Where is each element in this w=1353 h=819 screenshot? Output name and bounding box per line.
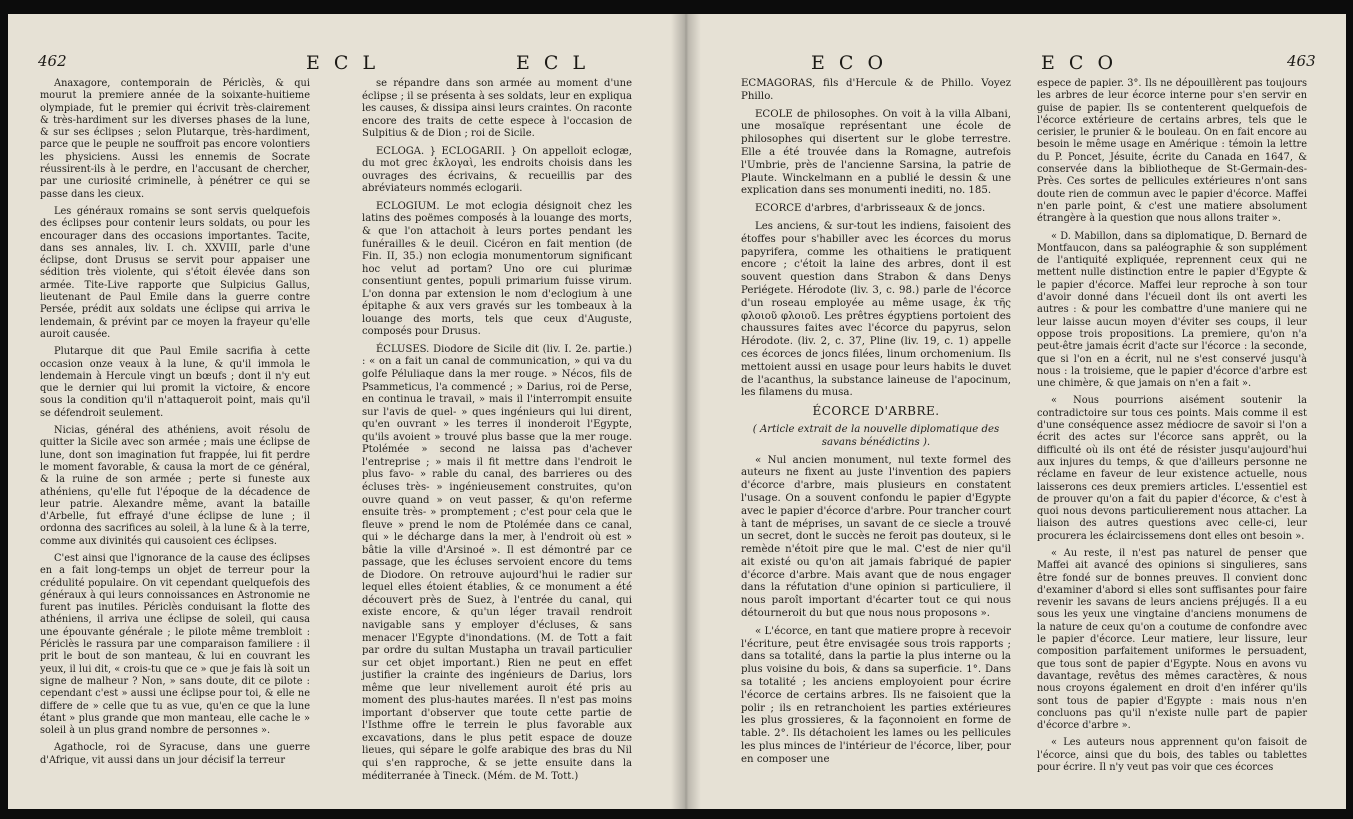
entry-ecloga: ECLOGA. } ECLOGARII. } On appelloit eclogæ, du mot grec ἐκλογαὶ, les endroits choisis dans les ouvrages des écrivains, & recueillis par des abréviateurs nommés eclogarii.	[362, 145, 632, 195]
entry-ecmagoras: ECMAGORAS, fils d'Hercule & de Phillo. Voyez Phillo.	[741, 78, 1011, 102]
entry-ecluses: ÉCLUSES. Diodore de Sicile dit (liv. I. 2e. partie.) : « on a fait un canal de communication, » qui va du golfe Péluliaque dans la mer rouge. » Nécos, fils de Psammeticus, l'a commencé ; » Darius, roi de Perse, en continua le travail, » mais il l'interrompit ensuite sur l'avis de quel- » ques ingénieurs qui lui dirent, qu'en ouvrant » les terres il inonderoit l'Egypte, qu'ils avoient » trouvé plus basse que la mer rouge. Ptolémée » second ne laissa pas d'achever l'entreprise ; » mais il fit mettre dans l'endroit le plus favo- » rable du canal, des barrieres ou des écluses très- » ingénieusement construites, qu'on ouvre quand » on veut passer, & qu'on referme ensuite très- » promptement ; c'est pour cela que le fleuve » prend le nom de Ptolémée dans ce canal, qui » le décharge dans la mer, à l'endroit où est » bâtie la ville d'Arsinoé ». Il est démontré par ce passage, que les écluses servoient encore du tems de Diodore. On retrouve aujourd'hui le radier sur lequel elles étoient établies, & ce monument a été découvert près de Suez, à l'entrée du canal, qui existe encore, & qu'un léger travail rendroit navigable sans y employer d'écluses, & sans menacer l'Egypte d'inondations. (M. de Tott a fait par ordre du sultan Mustapha un travail particulier sur cet objet important.) Rien ne peut en effet justifier la crainte des ingénieurs de Darius, lors même que leur nivellement auroit été pris au moment des plus-hautes marées. Il n'est pas moins important d'observer que toute cette partie de l'Isthme offre le terrein le plus favorable aux excavations, dans le plus petit espace de douze lieues, qui sépare le golfe arabique des bras du Nil qui s'en rapproche, & se jette ensuite dans la méditerranée à Tineck. (Mém. de M. Tott.)	[362, 343, 632, 782]
entry-ecole: ECOLE de philosophes. On voit à la villa Albani, une mosaïque représentant une école de philosophes qui disertent sur le globe terrestre. Elle a été trouvée dans la Romagne, autrefois l'Umbrie, près de l'ancienne Sarsina, la patrie de Plaute. Winckelmann en a publié le dessin & une explication dans ses monumenti inediti, no. 185.	[741, 108, 1011, 197]
paragraph: C'est ainsi que l'ignorance de la cause des éclipses en a fait long-temps un objet de terreur pour la crédulité populaire. On vit cependant quelquefois des généraux à qui leurs connoissances en Astronomie ne furent pas inutiles. Périclès conduisant la flotte des athéniens, il arriva une éclipse de soleil, qui causa une épouvante générale ; le pilote même trembloit : Périclès le rassura par une comparaison familiere : il prit le bout de son manteau, & lui en couvrant les yeux, il lui dit, « crois-tu que ce » que je fais là soit un signe de malheur ? Non, » sans doute, dit ce pilote : cependant c'est » aussi une éclipse pour toi, & elle ne differe de » celle que tu as vue, qu'en ce que la lune étant » plus grande que mon manteau, elle cache le » soleil à un plus grand nombre de personnes ».	[40, 552, 310, 737]
paragraph: Les généraux romains se sont servis quelquefois des éclipses pour contenir leurs soldats, ou pour les encourager dans des occasions importantes. Tacite, dans ses annales, liv. I. ch. XXVIII, parle d'une éclipse, dont Drusus se servit pour appaiser une sédition très violente, qui s'étoit élevée dans son armée. Tite-Live rapporte que Sulpicius Gallus, lieutenant de Paul Emile dans la guerre contre Persée, prédit aux soldats une éclipse qui arriva le lendemain, & prévint par ce moyen la frayeur qu'elle auroit causée.	[40, 205, 310, 340]
paragraph: Les anciens, & sur-tout les indiens, faisoient des étoffes pour s'habiller avec les écorces du morus papyrifera, comme les othaitiens le pratiquent encore ; c'étoit la laine des arbres, dont il est souvent question dans Strabon & dans Denys Periégete. Hérodote (liv. 3, c. 98.) parle de l'écorce d'un roseau employée au même usage, ἐκ τῆς φλοιοῦ φλοιοῦ. Les prêtres égyptiens portoient des chaussures faites avec l'écorce du papyrus, selon Hérodote. (liv. 2, c. 37, Pline (liv. 19, c. 1) appelle ces écorces de joncs filées, linum orchomenium. Ils mettoient aussi en usage pour leurs habits le duvet de l'acanthus, la substance laineuse de l'apocinum, les filamens du musa.	[741, 220, 1011, 399]
paragraph: « D. Mabillon, dans sa diplomatique, D. Bernard de Montfaucon, dans sa paléographie & son supplément de l'antiquité expliquée, reprennent ceux qui ne mettent nulle distinction entre le papier d'Egypte & le papier d'écorce. Maffei leur reproche à son tour d'avoir donné dans l'écueil dont ils ont averti les autres : & pour les combattre d'une maniere qui ne leur laisse aucun moyen d'éviter ses coups, il leur oppose trois propositions. La premiere, qu'on n'a peut-être jamais écrit d'acte sur l'écorce : la seconde, que si l'on en a écrit, nul ne s'est conservé jusqu'à nous : la troisieme, que le papier d'écorce d'arbre est une chimère, & que jamais on n'en a fait ».	[1037, 230, 1307, 390]
text-column-2	[1037, 78, 1307, 779]
running-head-left: E C L	[306, 52, 380, 74]
page-number: 463	[1287, 52, 1316, 70]
text-column-1	[40, 78, 310, 772]
running-head-right: E C O	[1041, 52, 1118, 74]
text-column-1	[741, 78, 1011, 772]
paragraph: « Nul ancien monument, nul texte formel des auteurs ne fixent au juste l'invention des papiers d'écorce d'arbre, mais plusieurs en constatent l'usage. On a souvent confondu le papier d'Egypte avec le papier d'écorce d'arbre. Pour trancher court à tant de méprises, un savant de ce siecle a trouvé un secret, dont le succès ne feroit pas douteux, si le remède n'étoit pire que le mal. C'est de nier qu'il ait existé ou qu'on ait jamais fabriqué de papier d'écorce d'arbre. Mais avant que de nous engager dans la réfutation d'une opinion si particuliere, il nous paroît important d'écarter tout ce qui nous détourneroit du but que nous nous proposons ».	[741, 454, 1011, 620]
paragraph: se répandre dans son armée au moment d'une éclipse ; il se présenta à ses soldats, leur en expliqua les causes, & dissipa ainsi leurs craintes. On raconte encore des traits de cette espece à l'occasion de Sulpitius & de Dion ; roi de Sicile.	[362, 78, 632, 140]
right-page	[691, 14, 1346, 809]
entry-eclogium: ECLOGIUM. Le mot eclogia désignoit chez les latins des poëmes composés à la louange des morts, & que l'on attachoit à leurs portes pendant les funérailles & le deuil. Cicéron en fait mention (de Fin. II, 35.) non eclogia monumentorum significant hoc velut ad portam? Uno ore cui plurimæ consentiunt gentes, populi primarium fuisse virum. L'on donna par extension le nom d'eclogium à une épitaphe & aux vers gravés sur les tombeaux à la louange des morts, tels que ceux d'Auguste, composés pour Drusus.	[362, 200, 632, 338]
book-spread	[8, 14, 1346, 809]
paragraph: « Nous pourrions aisément soutenir la contradictoire sur tous ces points. Mais comme il est d'une conséquence assez médiocre de savoir si l'on a écrit des actes sur l'écorce sans apprêt, ou la difficulté où ils ont été de résister jusqu'aujourd'hui aux injures du temps, & que d'ailleurs personne ne réclame en faveur de leur existence actuelle, nous laisserons ces deux premiers articles. L'essentiel est de prouver qu'on a fait du papier d'écorce, & c'est à quoi nous devons particulierement nous attacher. La liaison des autres questions avec celle-ci, leur procurera les éclaircissemens dont elles ont besoin ».	[1037, 395, 1307, 542]
paragraph: « Au reste, il n'est pas naturel de penser que Maffei ait avancé des opinions si singulieres, sans être fondé sur de bonnes preuves. Il convient donc d'examiner d'abord si elles sont suffisantes pour faire revenir les savans de leurs anciens préjugés. Il a eu sous les yeux une vingtaine d'anciens monumens de la nature de ceux qu'on a coutume de confondre avec le papier d'écorce. Leur matiere, leur lissure, leur composition parfaitement uniformes le persuadent, que tous sont de papier d'Egypte. Nous en avons vu davantage, revêtus des mêmes caractères, & nous nous croyons également en droit d'en inférer qu'ils sont tous de papier d'Egypte : mais nous n'en concluons pas qu'il n'existe nulle part de papier d'écorce d'arbre ».	[1037, 547, 1307, 732]
paragraph: « Les auteurs nous apprennent qu'on faisoit de l'écorce, ainsi que du bois, des tables ou tablettes pour écrire. Il n'y veut pas voir que ces écorces	[1037, 737, 1307, 774]
paragraph: « L'écorce, en tant que matiere propre à recevoir l'écriture, peut être envisagée sous trois rapports ; dans sa totalité, dans la partie la plus interne ou la plus voisine du bois, & dans sa superficie. 1°. Dans sa totalité ; les anciens employoient pour écrire l'écorce de certains arbres. Ils ne faisoient que la polir ; ils en retranchoient les parties extérieures les plus grossieres, & la façonnoient en forme de table. 2°. Ils détachoient les lames ou les pellicules les plus minces de l'intérieur de l'écorce, liber, pour en composer une	[741, 625, 1011, 765]
page-number: 462	[38, 52, 67, 70]
paragraph: Plutarque dit que Paul Emile sacrifia à cette occasion onze veaux à la lune, & qu'il immola le lendemain à Hercule vingt un bœufs ; dont il n'y eut que le dernier qui lui promit la victoire, & encore sous la condition qu'il n'attaqueroit point, mais qu'il se défendroit seulement.	[40, 346, 310, 419]
entry-ecorce: ECORCE d'arbres, d'arbrisseaux & de joncs.	[755, 203, 986, 215]
paragraph: Nicias, général des athéniens, avoit résolu de quitter la Sicile avec son armée ; mais une éclipse de lune, dont son imagination fut frappée, lui fit perdre le moment favorable, & causa la mort de ce général, & la ruine de son armée ; perte si funeste aux athéniens, qu'elle fut l'époque de la décadence de leur patrie. Alexandre même, avant la bataille d'Arbelle, fut effrayé d'une éclipse de lune ; il ordonna des sacrifices au soleil, à la lune & à la terre, comme aux divinités qui causoient ces éclipses.	[40, 425, 310, 547]
text-column-2	[362, 78, 632, 788]
left-page	[8, 14, 683, 809]
paragraph: espece de papier. 3°. Ils ne dépouillèrent pas toujours les arbres de leur écorce interne pour s'en servir en guise de papier. Ils se contenterent quelquefois de l'écorce extérieure de certains arbres, tels que le cerisier, le prunier & le bouleau. On en fait encore au besoin le même usage en Amérique : témoin la lettre du P. Poncet, Jésuite, écrite du Canada en 1647, & conservée dans la bibliotheque de St-Germain-des-Près. Ces sortes de pellicules extérieures n'ont sans doute rien de commun avec le papier d'écorce. Maffei n'en parle point, & c'est une matiere absolument étrangère à la question que nous allons traiter ».	[1037, 78, 1307, 225]
section-note: ( Article extrait de la nouvelle diplomatique des savans bénédictins ).	[752, 423, 1000, 448]
paragraph: Anaxagore, contemporain de Périclès, & qui mourut la premiere année de la soixante-huitieme olympiade, fut le premier qui écrivit très-clairement & très-hardiment sur les diverses phases de la lune, & sur ses éclipses ; selon Plutarque, très-hardiment, parce que le peuple ne souffroit pas encore volontiers les physiciens. Aussi les ennemis de Socrate réussirent-ils à le perdre, en l'accusant de chercher, par une curiosité criminelle, à pénétrer ce qui se passe dans les cieux.	[40, 78, 310, 200]
paragraph: Agathocle, roi de Syracuse, dans une guerre d'Afrique, vit aussi dans un jour décisif la terreur	[40, 742, 310, 766]
running-head-left: E C O	[811, 52, 888, 74]
section-heading: ÉCORCE D'ARBRE.	[812, 404, 940, 419]
running-head-right: E C L	[516, 52, 590, 74]
